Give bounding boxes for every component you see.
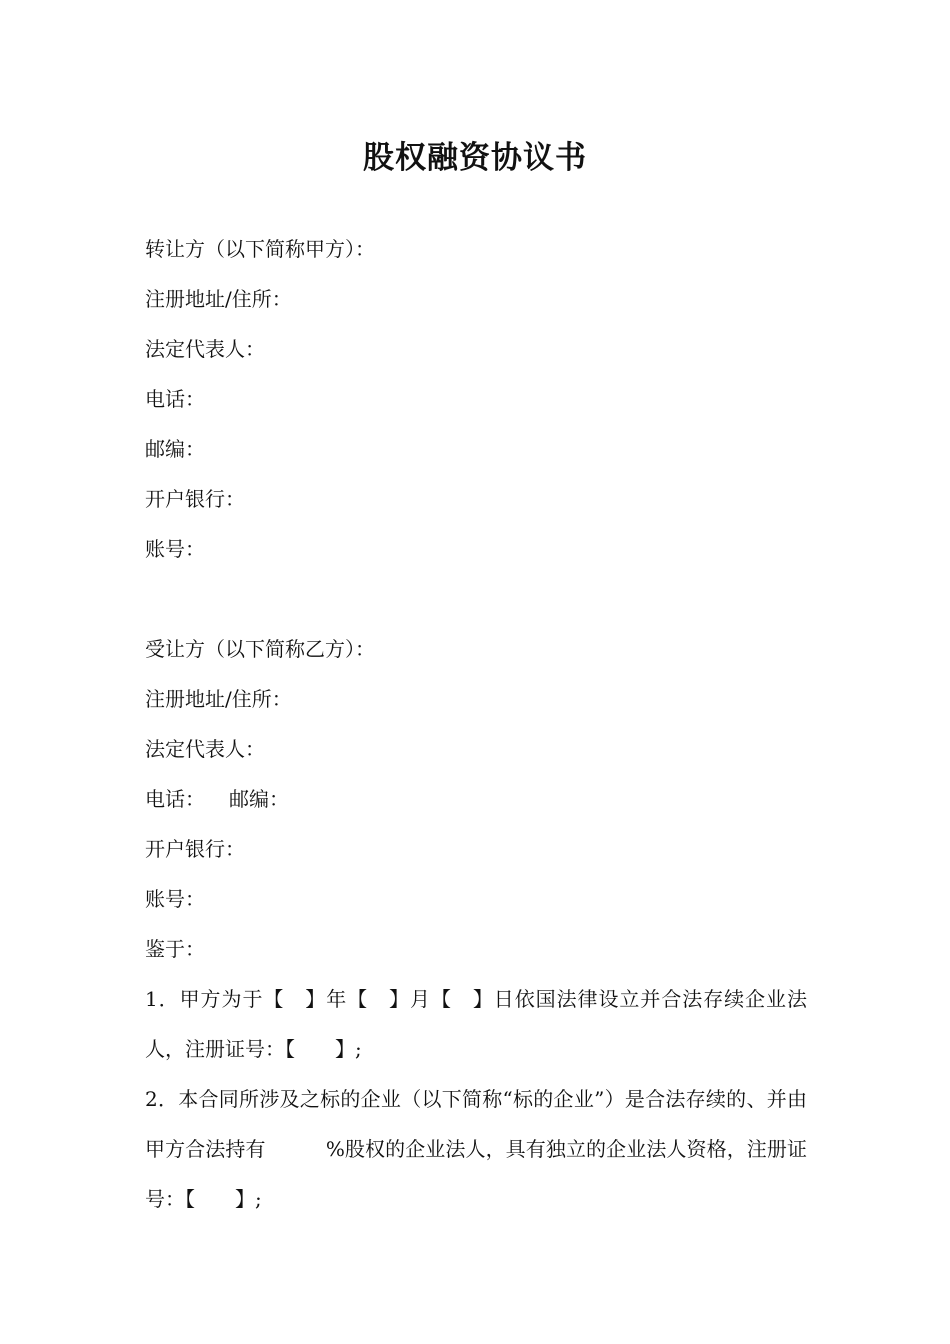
document-title: 股权融资协议书 — [363, 140, 587, 176]
party-b-phone: 电话： — [145, 787, 205, 811]
party-b-account: 账号： — [145, 887, 205, 911]
party-b-heading: 受让方（以下简称乙方）： — [145, 637, 375, 661]
party-b-address: 注册地址/住所： — [145, 687, 292, 711]
whereas-clause-1: 1．甲方为于【 】年【 】月【 】日依国法律设立并合法存续企业法人，注册证号：【 】; — [145, 987, 807, 1061]
whereas-heading: 鉴于： — [145, 937, 205, 961]
party-b-postcode: 邮编： — [229, 787, 289, 811]
party-b-contact-line — [145, 774, 807, 824]
party-b-legal-rep: 法定代表人： — [145, 737, 265, 761]
party-a-legal-rep: 法定代表人： — [145, 337, 265, 361]
party-a-address: 注册地址/住所： — [145, 287, 292, 311]
party-a-bank: 开户银行： — [145, 487, 245, 511]
party-b-bank: 开户银行： — [145, 837, 245, 861]
whereas-clause-2: 2．本合同所涉及之标的企业（以下简称“标的企业”）是合法存续的、并由甲方合法持有 %股权的企业法人，具有独立的企业法人资格，注册证号：【 】; — [145, 1087, 807, 1211]
document-body — [145, 224, 807, 1224]
party-a-phone: 电话： — [145, 387, 205, 411]
section-spacer — [145, 574, 807, 624]
party-a-account: 账号： — [145, 537, 205, 561]
party-a-postcode: 邮编： — [145, 437, 205, 461]
party-a-heading: 转让方（以下简称甲方）： — [145, 237, 375, 261]
